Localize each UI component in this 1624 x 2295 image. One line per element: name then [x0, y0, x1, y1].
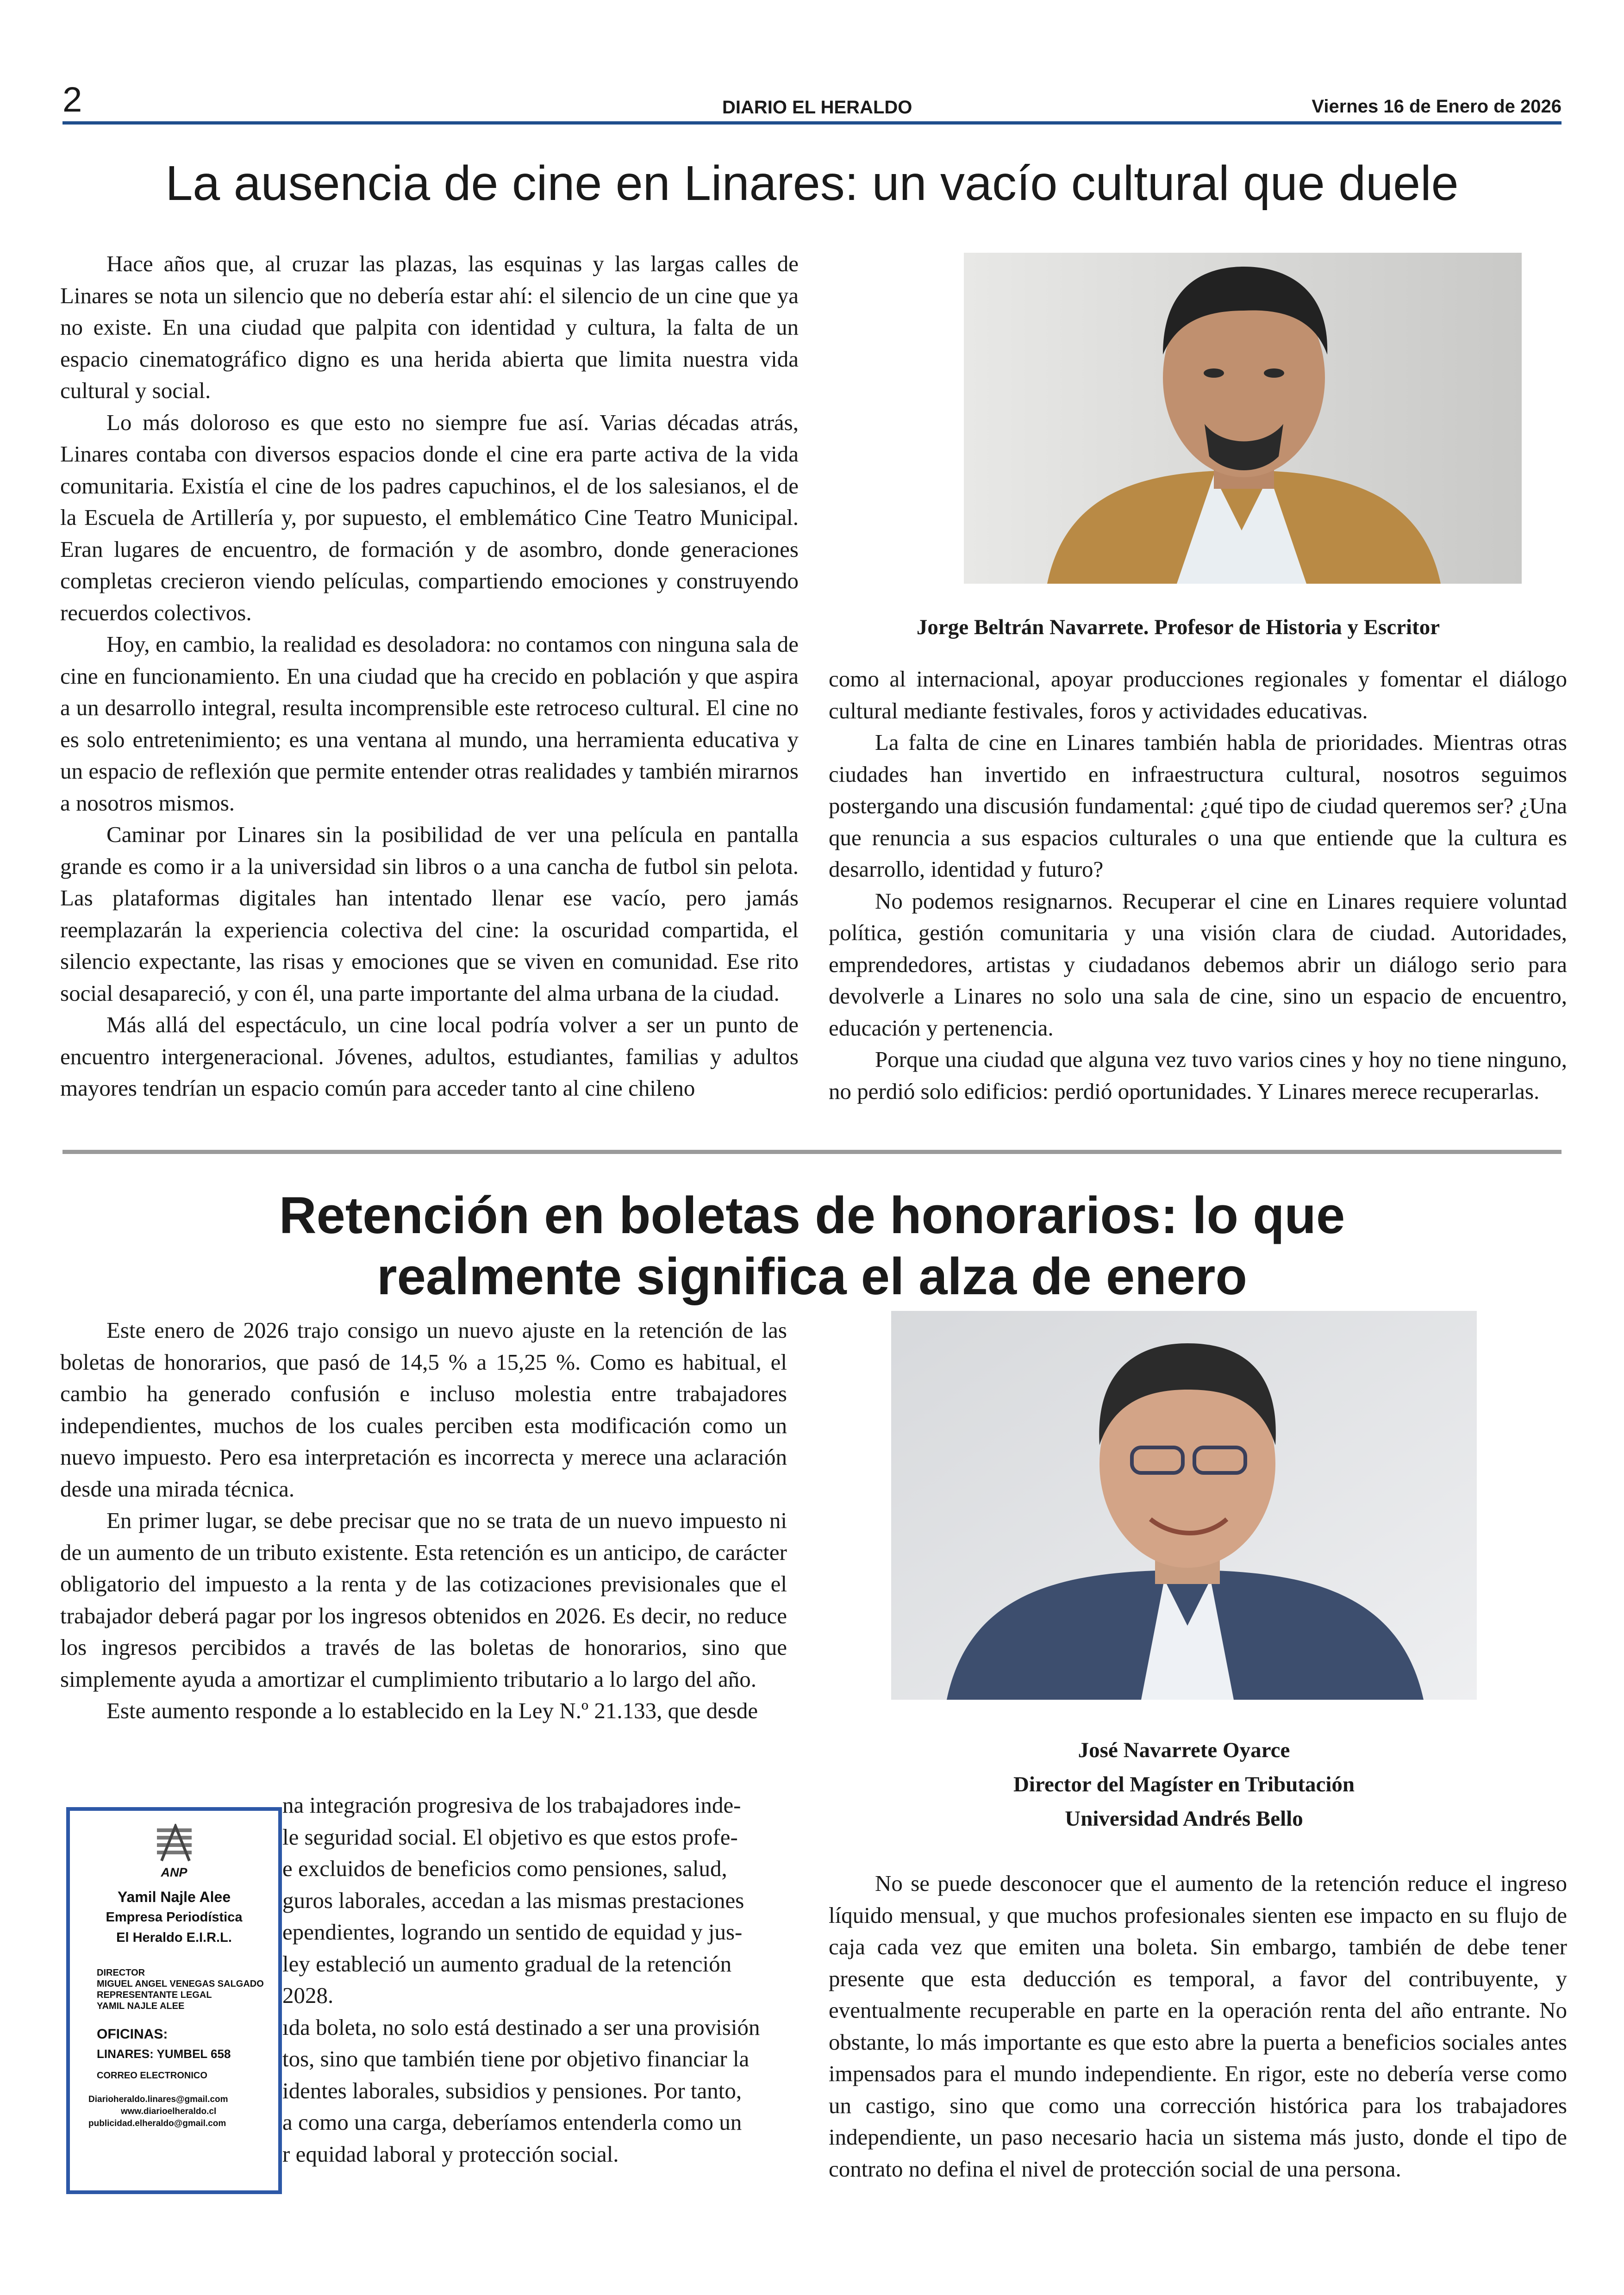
article2-partial-line: tos, sino que también tiene por objetivo financiar la: [282, 2046, 750, 2071]
portrait-photo: [891, 1311, 1477, 1700]
article1-paragraph: Más allá del espectáculo, un cine local podría volver a ser un punto de encuentro intergeneracional. Jóvenes, adultos, estudiantes, familias y adultos mayores tendrían un espacio común para acceder tanto al cine chileno: [60, 1012, 799, 1101]
article2-partial-line: a como una carga, deberíamos entenderla como un: [282, 2109, 742, 2135]
article2-partial-line: le seguridad social. El objetivo es que estos profe-: [282, 1824, 738, 1850]
article2-paragraph: Este aumento responde a lo establecido en la Ley N.º 21.133, que desde: [106, 1698, 758, 1723]
director-name: MIGUEL ANGEL VENEGAS SALGADO: [97, 1979, 264, 1989]
offices-label: OFICINAS:: [97, 2027, 168, 2042]
article1-paragraph: como al internacional, apoyar producciones regionales y fomentar el diálogo cultural mediante festivales, foros y actividades educativas.: [829, 666, 1567, 723]
issue-date: Viernes 16 de Enero de 2026: [1312, 96, 1562, 117]
article2-partial-line: na integración progresiva de los trabajadores inde-: [282, 1792, 741, 1818]
article2-right-column: [829, 1868, 1567, 2185]
article1-paragraph: Caminar por Linares sin la posibilidad de ver una película en pantalla grande es como ir a la universidad sin libros o a una cancha de futbol sin pelota. Las plataformas digitales han intentado llenar ese vacío, pero jamás reemplazarán la experiencia colectiva del cine: la oscuridad compartida, el silencio expectante, las risas y emociones que se viven en comunidad. Ese rito social desapareció, y con él, una parte importante del alma urbana de la ciudad.: [60, 822, 799, 1006]
article1-paragraph: La falta de cine en Linares también habla de prioridades. Mientras otras ciudades han invertido en infraestructura cultural, nosotros seguimos postergando una discusión fundamental: ¿qué tipo de ciudad queremos ser? ¿Una que renuncia a sus espacios culturales o una que entiende que la cultura es desarrollo, identidad y futuro?: [829, 730, 1567, 882]
caption-role: Director del Magíster en Tributación: [1013, 1772, 1355, 1796]
email-1: Diarioheraldo.linares@gmail.com: [88, 2095, 228, 2104]
anp-logo-icon: [152, 1824, 196, 1865]
article1-left-column: [60, 248, 799, 1104]
company-line2: El Heraldo E.I.R.L.: [116, 1930, 232, 1945]
website: www.diarioelheraldo.cl: [121, 2107, 217, 2116]
article2-left-column: [60, 1315, 787, 1727]
paper-name: DIARIO EL HERALDO: [722, 97, 912, 118]
article1-paragraph: No podemos resignarnos. Recuperar el cine en Linares requiere voluntad política, gestión comunitaria y una visión clara de ciudad. Autoridades, emprendedores, artistas y ciudadanos debemos abrir un diálogo serio para devolverle a Linares no solo una sala de cine, sino un espacio de encuentro, educación y pertenencia.: [829, 888, 1567, 1041]
article2-title-line1: Retención en boletas de honorarios: lo que: [279, 1186, 1345, 1244]
photo-caption-jorge: Jorge Beltrán Navarrete. Profesor de Historia y Escritor: [916, 615, 1440, 639]
article2-paragraph: No se puede desconocer que el aumento de la retención reduce el ingreso líquido mensual, y que muchos profesionales sienten ese impacto en su flujo de caja cada vez que emiten una boleta. Sin embargo, también de debe tener presente que esta deducción es temporal, a favor del contribuyente, y eventualmente recuperable en parte en la operación renta del año entrante. No obstante, lo más importante es que esto abre la puerta a beneficios sociales antes impensados para el mundo independiente. En rigor, este no debería verse como un castigo, sino que como una corrección histórica para los trabajadores independiente, un paso necesario hacia un sistema más justo, donde el tipo de contrato no defina el nivel de protección social de una persona.: [829, 1871, 1567, 2182]
article2-partial-line: 2028.: [282, 1983, 334, 2008]
article1-title: La ausencia de cine en Linares: un vacío cultural que duele: [165, 156, 1459, 211]
legal-name: YAMIL NAJLE ALEE: [97, 2001, 185, 2011]
article1-paragraph: Hoy, en cambio, la realidad es desoladora: no contamos con ninguna sala de cine en funcionamiento. En una ciudad que ha crecido en población y que aspira a un desarrollo integral, resulta incomprensible este retroceso cultural. El cine no es solo entretenimiento; es una ventana al mundo, una herramienta educativa y un espacio de reflexión que permite entender otras realidades y también mirarnos a nosotros mismos.: [60, 631, 799, 816]
section-divider: [62, 1150, 1562, 1154]
article2-partial-line: ependientes, logrando un sentido de equidad y jus-: [282, 1919, 743, 1945]
legal-label: REPRESENTANTE LEGAL: [97, 1990, 212, 2000]
article2-partial-line: identes laborales, subsidios y pensiones. Por tanto,: [282, 2077, 742, 2103]
article2-title-line2: realmente significa el alza de enero: [377, 1247, 1247, 1305]
director-label: DIRECTOR: [97, 1968, 145, 1978]
company-line1: Empresa Periodística: [106, 1910, 243, 1925]
article2-paragraph: Este enero de 2026 trajo consigo un nuevo ajuste en la retención de las boletas de honorarios, que pasó de 14,5 % a 15,25 %. Como es habitual, el cambio ha generado confusión e incluso molestia entre trabajadores independientes, muchos de los cuales perciben esta modificación como un nuevo impuesto. Pero esa interpretación es incorrecta y merece una aclaración desde una mirada técnica.: [60, 1317, 787, 1502]
email-2: publicidad.elheraldo@gmail.com: [88, 2119, 226, 2128]
article1-paragraph: Hace años que, al cruzar las plazas, las esquinas y las largas calles de Linares se nota un silencio que no debería estar ahí: el silencio de un cine que ya no existe. En una ciudad que palpita con identidad y cultura, la falta de un espacio cinematográfico digno es una herida abierta que limita nuestra vida cultural y social.: [60, 251, 799, 403]
article2-partial-line: guros laborales, accedan a las mismas prestaciones: [282, 1887, 744, 1913]
caption-name: José Navarrete Oyarce: [1078, 1738, 1290, 1762]
email-label: CORREO ELECTRONICO: [97, 2070, 207, 2081]
author-photo-jose: [891, 1311, 1477, 1700]
article2-title: [62, 1185, 1562, 1307]
offices-value: LINARES: YUMBEL 658: [97, 2047, 231, 2061]
portrait-photo: [964, 253, 1522, 584]
owner-name: Yamil Najle Alee: [117, 1889, 231, 1905]
author-photo-jorge: [964, 253, 1522, 584]
article2-partial-line: r equidad laboral y protección social.: [282, 2141, 619, 2167]
header-rule: [62, 121, 1562, 125]
masthead-box: [66, 1807, 282, 2194]
article2-partial-line: e excluidos de beneficios como pensiones, salud,: [282, 1856, 727, 1881]
article2-partial-column: [282, 1790, 787, 2170]
page-number: 2: [62, 80, 82, 119]
article2-paragraph: En primer lugar, se debe precisar que no se trata de un nuevo impuesto ni de un aumento de un tributo existente. Esta retención es un anticipo, de carácter obligatorio del impuesto a la renta y de las cotizaciones previsionales que el trabajador deberá pagar por los ingresos obtenidos en 2026. Es decir, no reduce los ingresos percibidos a través de las boletas de honorarios, sino que simplemente ayuda a amortizar el cumplimiento tributario a lo largo del año.: [60, 1508, 787, 1692]
article2-partial-line: ley estableció un aumento gradual de la retención: [282, 1951, 732, 1977]
article1-paragraph: Porque una ciudad que alguna vez tuvo varios cines y hoy no tiene ninguno, no perdió solo edificios: perdió oportunidades. Y Linares merece recuperarlas.: [829, 1047, 1567, 1104]
article1-paragraph: Lo más doloroso es que esto no siempre fue así. Varias décadas atrás, Linares contaba con diversos espacios donde el cine era parte activa de la vida comunitaria. Existía el cine de los padres capuchinos, el de los salesianos, el de la Escuela de Artillería y, por supuesto, el emblemático Cine Teatro Municipal. Eran lugares de encuentro, de formación y de asombro, donde generaciones completas crecieron viendo películas, compartiendo emociones y construyendo recuerdos colectivos.: [60, 409, 799, 625]
article1-right-column: [829, 663, 1567, 1107]
logo-text: ANP: [161, 1865, 187, 1879]
caption-org: Universidad Andrés Bello: [1065, 1807, 1303, 1831]
article2-partial-line: ıda boleta, no solo está destinado a ser una provisión: [282, 2014, 760, 2040]
photo-caption-jose: [891, 1733, 1477, 1836]
